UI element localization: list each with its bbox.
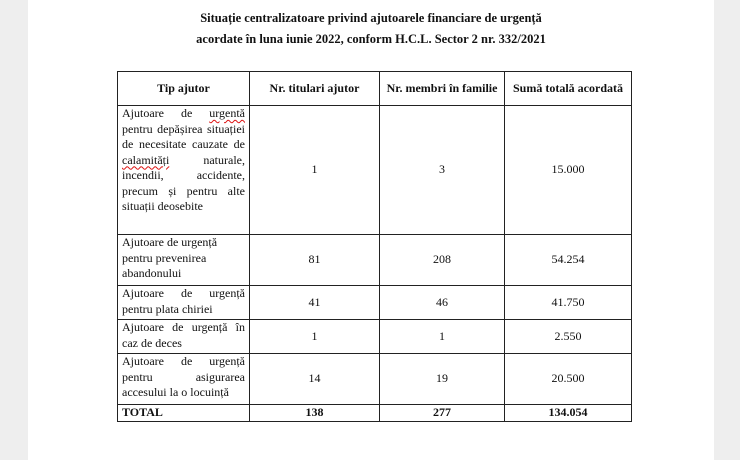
titulari-cell: 41 [250,286,380,320]
titulari-cell: 1 [250,320,380,354]
table-row [118,106,632,235]
table-row [118,286,632,320]
membri-cell: 1 [380,320,505,354]
aid-summary-table [117,71,632,422]
spellcheck-word: urgentă [209,106,245,120]
aid-type-cell [118,106,250,235]
table-header-row [118,72,632,106]
header-tip-ajutor: Tip ajutor [118,72,250,106]
membri-cell: 3 [380,106,505,235]
aid-type-cell: Ajutoare de urgență pentru plata chiriei [118,286,250,320]
aid-type-text: Ajutoare de [122,106,210,120]
suma-cell: 41.750 [505,286,632,320]
titulari-cell: 81 [250,235,380,286]
aid-type-text: naturale, incendii, accidente, precum și pentru alte situații deosebite [122,152,245,213]
aid-type-cell: Ajutoare de urgență pentru asigurarea accesului la o locuință [118,354,250,405]
total-titulari: 138 [250,405,380,422]
table-row [118,320,632,354]
titulari-cell: 1 [250,106,380,235]
membri-cell: 19 [380,354,505,405]
document-title-line-2: acordate în luna iunie 2022, conform H.C.L. Sector 2 nr. 332/2021 [196,32,546,46]
header-nr-titulari: Nr. titulari ajutor [250,72,380,106]
aid-type-cell: Ajutoare de urgență pentru prevenirea abandonului [118,235,250,286]
header-nr-membri: Nr. membri în familie [380,72,505,106]
suma-cell: 54.254 [505,235,632,286]
titulari-cell: 14 [250,354,380,405]
suma-cell: 20.500 [505,354,632,405]
table-row [118,354,632,405]
total-suma: 134.054 [505,405,632,422]
aid-type-text: pentru depășirea situației de necesitate cauzate de [122,121,245,151]
suma-cell: 2.550 [505,320,632,354]
spellcheck-word: calamități [122,152,170,167]
aid-type-cell: Ajutoare de urgență în caz de deces [118,320,250,354]
header-suma-totala: Sumă totală acordată [505,72,632,106]
total-label: TOTAL [118,405,250,422]
document-title-line-1: Situație centralizatoare privind ajutoarele financiare de urgență [200,11,542,25]
membri-cell: 46 [380,286,505,320]
total-row [118,405,632,422]
suma-cell: 15.000 [505,106,632,235]
total-membri: 277 [380,405,505,422]
membri-cell: 208 [380,235,505,286]
document-page [28,0,714,460]
table-row [118,235,632,286]
